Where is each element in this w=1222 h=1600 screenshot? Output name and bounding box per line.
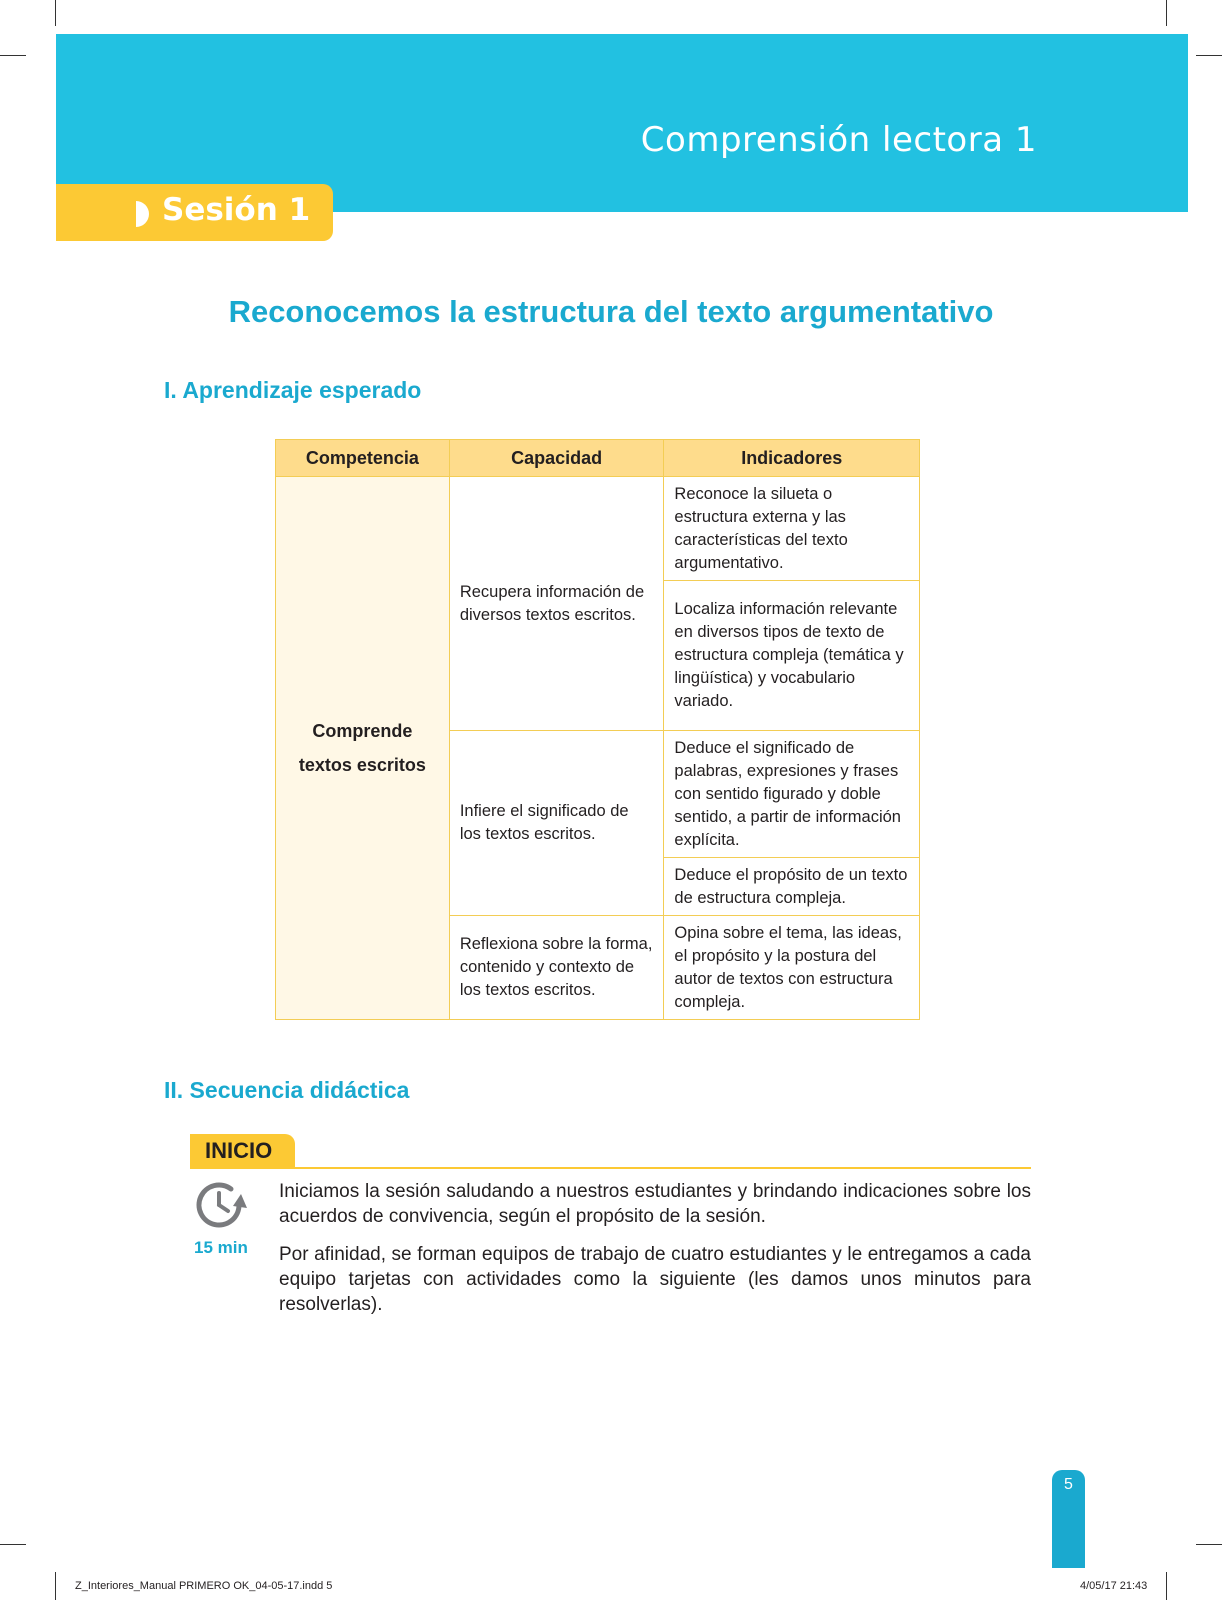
page-number-tab (1052, 1470, 1085, 1568)
section-heading-aprendizaje: I. Aprendizaje esperado (164, 377, 422, 403)
crop-mark (0, 55, 26, 56)
indicator-cell: Reconoce la silueta o estructura externa y las características del texto argumentativo. (664, 477, 920, 581)
capacity-cell: Reflexiona sobre la forma, contenido y contexto de los textos escritos. (449, 916, 664, 1020)
learning-table (275, 439, 920, 1020)
half-circle-icon (136, 201, 149, 227)
crop-mark (1196, 1544, 1222, 1545)
competence-text: textos escritos (298, 755, 426, 775)
capacity-cell: Recupera información de diversos textos escritos. (449, 477, 664, 731)
table-row (276, 477, 920, 581)
clock-icon (195, 1180, 247, 1230)
competence-text: Comprende (312, 721, 413, 741)
capacity-cell: Infiere el significado de los textos escritos. (449, 731, 664, 916)
section-heading-secuencia: II. Secuencia didáctica (164, 1077, 410, 1103)
crop-mark (1196, 55, 1222, 56)
table-header-cell: Indicadores (664, 440, 920, 477)
indicator-cell: Deduce el propósito de un texto de estructura compleja. (664, 858, 920, 916)
table-header-cell: Capacidad (449, 440, 664, 477)
page-number: 5 (1064, 1476, 1073, 1493)
session-label: Sesión 1 (162, 192, 311, 228)
file-slug: Z_Interiores_Manual PRIMERO OK_04-05-17.indd 5 (75, 1580, 333, 1592)
indicator-cell: Deduce el significado de palabras, expresiones y frases con sentido figurado y doble sentido, a partir de información explícita. (664, 731, 920, 858)
crop-mark (55, 0, 56, 26)
table-header-cell: Competencia (276, 440, 450, 477)
crop-mark (55, 1572, 56, 1600)
inicio-divider (295, 1167, 1031, 1169)
date-slug: 4/05/17 21:43 (1080, 1580, 1148, 1592)
indicator-cell: Localiza información relevante en diversos tipos de texto de estructura compleja (temática y lingüística) y vocabulario variado. (664, 581, 920, 731)
table-header-row (276, 440, 920, 477)
duration-label: 15 min (194, 1238, 248, 1257)
header-title: Comprensión lectora 1 (640, 120, 1037, 160)
indicator-cell: Opina sobre el tema, las ideas, el propósito y la postura del autor de textos con estructura compleja. (664, 916, 920, 1020)
crop-mark (1166, 0, 1167, 26)
page-title: Reconocemos la estructura del texto argumentativo (228, 294, 994, 329)
competence-cell (276, 477, 450, 1020)
body-paragraph: Iniciamos la sesión saludando a nuestros estudiantes y brindando indicaciones sobre los acuerdos de convivencia, según el propósito de la sesión. (279, 1181, 1031, 1227)
inicio-label: INICIO (205, 1138, 273, 1163)
crop-mark (1166, 1572, 1167, 1600)
session-tab (56, 184, 333, 241)
body-paragraph: Por afinidad, se forman equipos de trabajo de cuatro estudiantes y le entregamos a cada equipo tarjetas con actividades como la siguiente (les damos unos minutos para resolverlas). (279, 1244, 1031, 1315)
inicio-tab (190, 1134, 295, 1169)
crop-mark (0, 1544, 26, 1545)
